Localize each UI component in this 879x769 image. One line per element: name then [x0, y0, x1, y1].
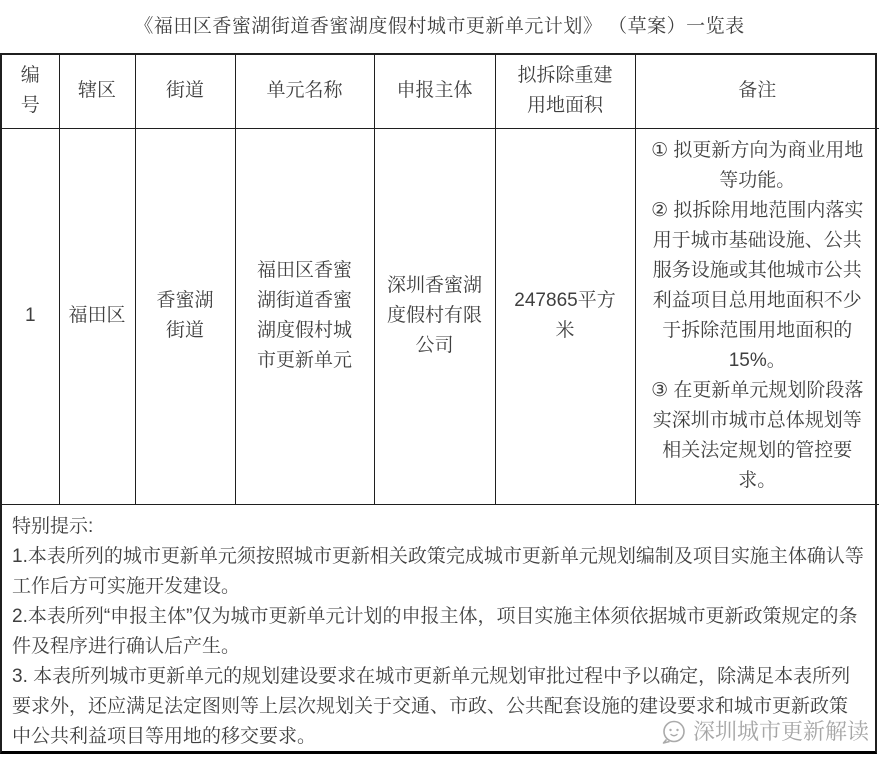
note-item-2: 2.本表所列“申报主体”仅为城市更新单元计划的申报主体，项目实施主体须依据城市更新政策规定的条件及程序进行确认后产生。 [12, 605, 858, 657]
header-demolition-area: 拟拆除重建用地面积 [495, 55, 635, 128]
remark-item-2: ② 拟拆除用地范围内落实用于城市基础设施、公共服务设施或其他城市公共利益项目总用地面积不少于拆除范围用地面积的15%。 [651, 200, 864, 371]
cell-unit-name: 福田区香蜜湖街道香蜜湖度假村城市更新单元 [235, 128, 374, 504]
remark-item-3: ③ 在更新单元规划阶段落实深圳市城市总体规划等相关法定规划的管控要求。 [651, 380, 864, 491]
remark-item-1: ① 拟更新方向为商业用地等功能。 [651, 140, 864, 191]
header-applicant: 申报主体 [374, 55, 495, 128]
table-row [2, 128, 879, 504]
special-notes-section [2, 505, 875, 751]
renewal-plan-table [2, 55, 879, 505]
note-item-1: 1.本表所列的城市更新单元须按照城市更新相关政策完成城市更新单元规划编制及项目实施主体确认等工作后方可实施开发建设。 [12, 545, 864, 597]
table-outer-box [0, 53, 877, 754]
table-header-row [2, 55, 879, 128]
page-title: 《福田区香蜜湖街道香蜜湖度假村城市更新单元计划》 （草案）一览表 [134, 16, 745, 37]
notes-heading: 特别提示: [12, 515, 94, 537]
cell-applicant: 深圳香蜜湖度假村有限公司 [374, 128, 495, 504]
header-unit-name: 单元名称 [235, 55, 374, 128]
header-remarks: 备注 [635, 55, 879, 128]
header-no: 编号 [2, 55, 59, 128]
cell-remarks [635, 128, 879, 504]
header-street: 街道 [135, 55, 235, 128]
watermark-label: 深圳城市更新解读 [692, 719, 869, 744]
note-item-3: 3. 本表所列城市更新单元的规划建设要求在城市更新单元规划审批过程中予以确定，除满足本表所列要求外，还应满足法定图则等上层次规划关于交通、市政、公共配套设施的建设要求和城市更新政策中公共利益项目等用地的移交要求。 [12, 665, 851, 747]
cell-street: 香蜜湖街道 [135, 128, 235, 504]
cell-district: 福田区 [59, 128, 135, 504]
cell-no: 1 [2, 128, 59, 504]
header-district: 辖区 [59, 55, 135, 128]
cell-demolition-area: 247865平方米 [495, 128, 635, 504]
